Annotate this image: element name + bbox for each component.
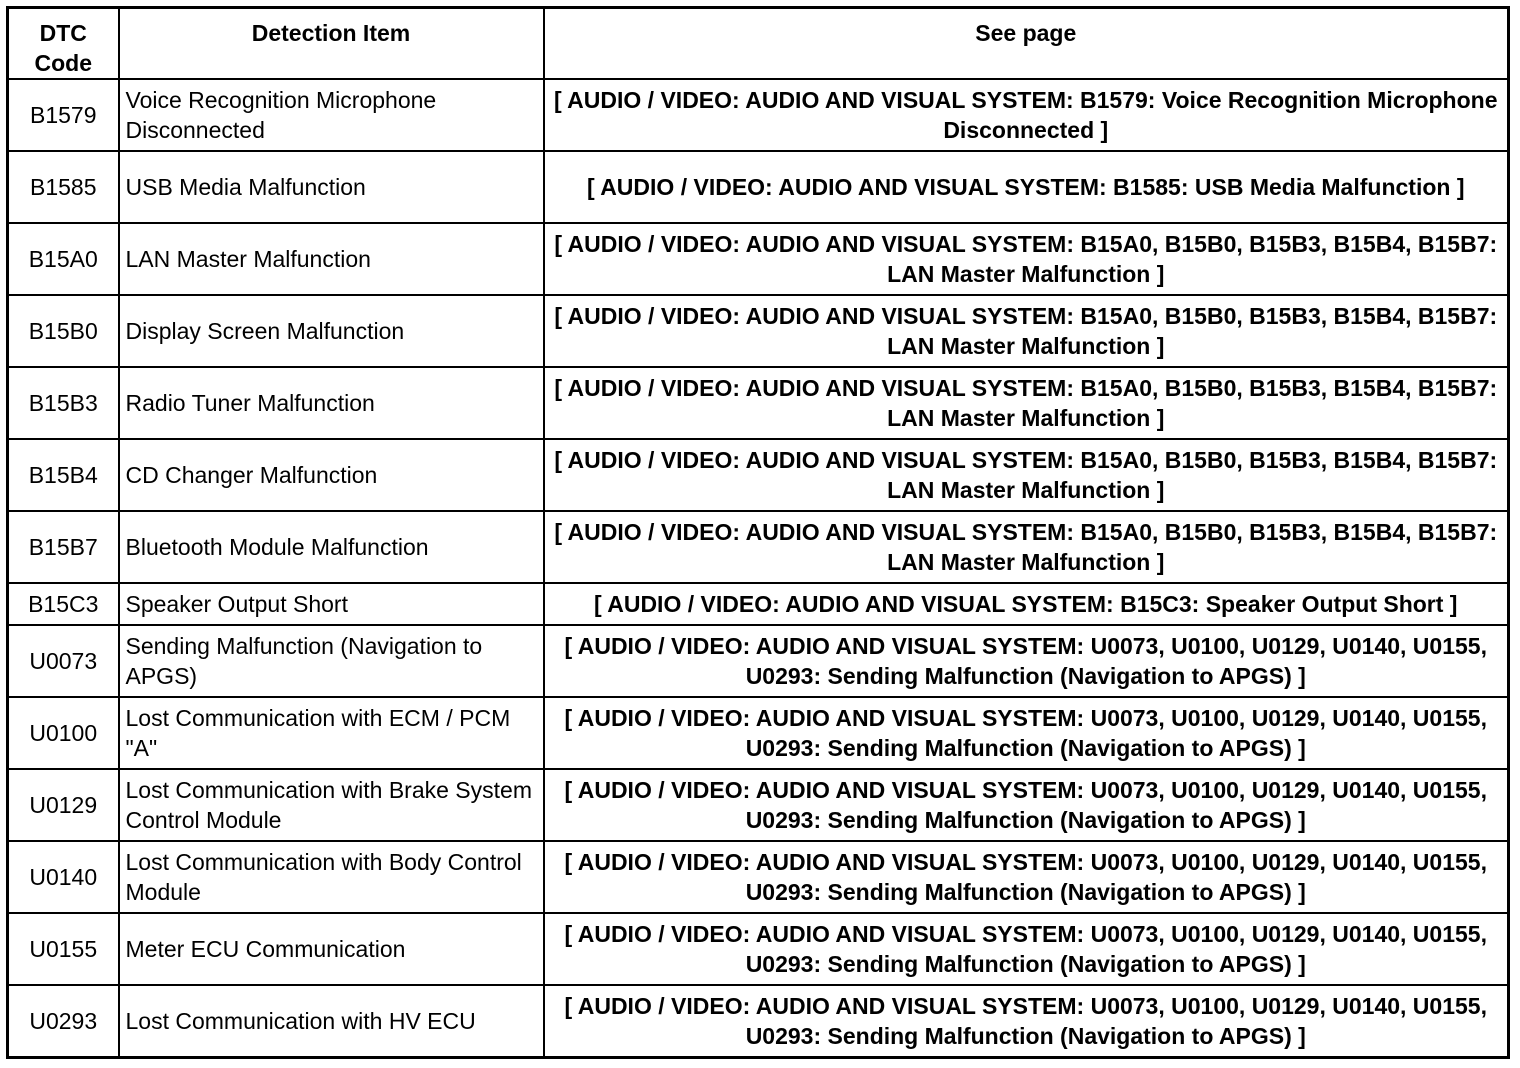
detection-item-cell: LAN Master Malfunction	[119, 223, 544, 295]
dtc-code-cell: B15B0	[8, 295, 119, 367]
detection-item-cell: CD Changer Malfunction	[119, 439, 544, 511]
see-page-link[interactable]: [ AUDIO / VIDEO: AUDIO AND VISUAL SYSTEM: B15A0, B15B0, B15B3, B15B4, B15B7: LAN Master Malfunction ]	[544, 223, 1509, 295]
detection-item-cell: Meter ECU Communication	[119, 913, 544, 985]
see-page-link[interactable]: [ AUDIO / VIDEO: AUDIO AND VISUAL SYSTEM: U0073, U0100, U0129, U0140, U0155, U0293: Sending Malfunction (Navigation to APGS) ]	[544, 841, 1509, 913]
table-row	[8, 151, 1509, 223]
table-row	[8, 295, 1509, 367]
see-page-link[interactable]: [ AUDIO / VIDEO: AUDIO AND VISUAL SYSTEM: B15A0, B15B0, B15B3, B15B4, B15B7: LAN Master Malfunction ]	[544, 511, 1509, 583]
table-row	[8, 985, 1509, 1057]
detection-item-cell: Speaker Output Short	[119, 583, 544, 625]
table-row	[8, 769, 1509, 841]
table-row	[8, 439, 1509, 511]
header-row	[8, 8, 1509, 80]
table-row	[8, 913, 1509, 985]
dtc-code-cell: U0073	[8, 625, 119, 697]
dtc-code-cell: U0155	[8, 913, 119, 985]
detection-item-cell: Lost Communication with Brake System Control Module	[119, 769, 544, 841]
see-page-link[interactable]: [ AUDIO / VIDEO: AUDIO AND VISUAL SYSTEM: B1579: Voice Recognition Microphone Disconnected ]	[544, 79, 1509, 151]
detection-item-cell: Voice Recognition Microphone Disconnected	[119, 79, 544, 151]
dtc-code-cell: B1579	[8, 79, 119, 151]
see-page-link[interactable]: [ AUDIO / VIDEO: AUDIO AND VISUAL SYSTEM: B15A0, B15B0, B15B3, B15B4, B15B7: LAN Master Malfunction ]	[544, 367, 1509, 439]
header-dtc-code: DTC Code	[8, 8, 119, 80]
dtc-code-cell: B15C3	[8, 583, 119, 625]
see-page-link[interactable]: [ AUDIO / VIDEO: AUDIO AND VISUAL SYSTEM: B1585: USB Media Malfunction ]	[544, 151, 1509, 223]
see-page-link[interactable]: [ AUDIO / VIDEO: AUDIO AND VISUAL SYSTEM: U0073, U0100, U0129, U0140, U0155, U0293: Sending Malfunction (Navigation to APGS) ]	[544, 625, 1509, 697]
dtc-code-cell: U0140	[8, 841, 119, 913]
dtc-table	[6, 6, 1510, 1059]
detection-item-cell: Lost Communication with HV ECU	[119, 985, 544, 1057]
table-row	[8, 367, 1509, 439]
table-row	[8, 79, 1509, 151]
table-row	[8, 511, 1509, 583]
detection-item-cell: Radio Tuner Malfunction	[119, 367, 544, 439]
see-page-link[interactable]: [ AUDIO / VIDEO: AUDIO AND VISUAL SYSTEM: U0073, U0100, U0129, U0140, U0155, U0293: Sending Malfunction (Navigation to APGS) ]	[544, 913, 1509, 985]
detection-item-cell: USB Media Malfunction	[119, 151, 544, 223]
see-page-link[interactable]: [ AUDIO / VIDEO: AUDIO AND VISUAL SYSTEM: B15C3: Speaker Output Short ]	[544, 583, 1509, 625]
table-row	[8, 223, 1509, 295]
see-page-link[interactable]: [ AUDIO / VIDEO: AUDIO AND VISUAL SYSTEM: U0073, U0100, U0129, U0140, U0155, U0293: Sending Malfunction (Navigation to APGS) ]	[544, 697, 1509, 769]
see-page-link[interactable]: [ AUDIO / VIDEO: AUDIO AND VISUAL SYSTEM: B15A0, B15B0, B15B3, B15B4, B15B7: LAN Master Malfunction ]	[544, 439, 1509, 511]
detection-item-cell: Bluetooth Module Malfunction	[119, 511, 544, 583]
header-detection-item: Detection Item	[119, 8, 544, 80]
header-see-page: See page	[544, 8, 1509, 80]
dtc-code-cell: B1585	[8, 151, 119, 223]
detection-item-cell: Lost Communication with ECM / PCM "A"	[119, 697, 544, 769]
dtc-code-cell: U0293	[8, 985, 119, 1057]
see-page-link[interactable]: [ AUDIO / VIDEO: AUDIO AND VISUAL SYSTEM: B15A0, B15B0, B15B3, B15B4, B15B7: LAN Master Malfunction ]	[544, 295, 1509, 367]
dtc-code-cell: U0100	[8, 697, 119, 769]
dtc-code-cell: B15A0	[8, 223, 119, 295]
dtc-code-cell: B15B4	[8, 439, 119, 511]
dtc-code-cell: B15B7	[8, 511, 119, 583]
table-row	[8, 697, 1509, 769]
see-page-link[interactable]: [ AUDIO / VIDEO: AUDIO AND VISUAL SYSTEM: U0073, U0100, U0129, U0140, U0155, U0293: Sending Malfunction (Navigation to APGS) ]	[544, 769, 1509, 841]
detection-item-cell: Sending Malfunction (Navigation to APGS)	[119, 625, 544, 697]
table-row	[8, 583, 1509, 625]
dtc-code-cell: B15B3	[8, 367, 119, 439]
table-row	[8, 625, 1509, 697]
table-row	[8, 841, 1509, 913]
see-page-link[interactable]: [ AUDIO / VIDEO: AUDIO AND VISUAL SYSTEM: U0073, U0100, U0129, U0140, U0155, U0293: Sending Malfunction (Navigation to APGS) ]	[544, 985, 1509, 1057]
detection-item-cell: Display Screen Malfunction	[119, 295, 544, 367]
dtc-code-cell: U0129	[8, 769, 119, 841]
detection-item-cell: Lost Communication with Body Control Module	[119, 841, 544, 913]
